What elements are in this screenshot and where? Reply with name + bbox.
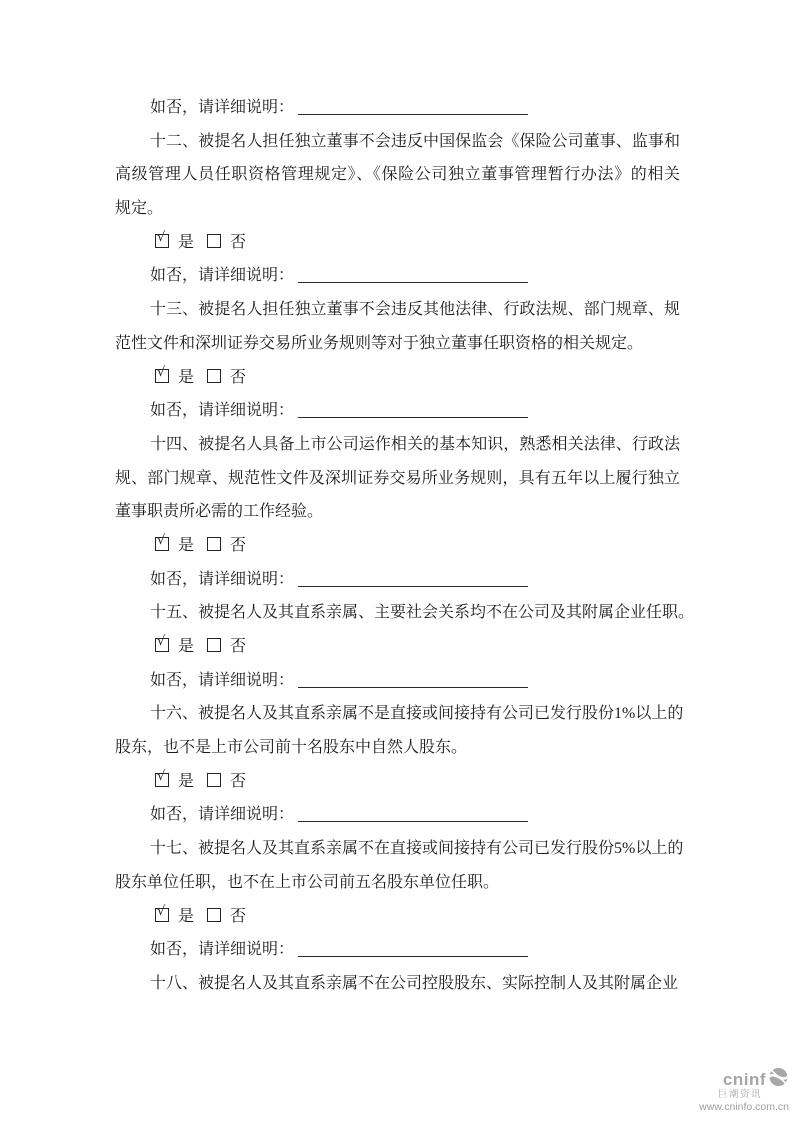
yes-no-checkbox-row: [115, 765, 680, 799]
checkbox-yes-checked-icon: [155, 634, 169, 652]
checkbox-yes-checked-icon: [155, 768, 169, 787]
paragraph-line: 范性文件和深圳证券交易所业务规则等对于独立董事任职资格的相关规定。: [115, 334, 644, 352]
paragraph-line: 十四、被提名人具备上市公司运作相关的基本知识，熟悉相关法律、行政法: [150, 435, 680, 453]
detail-label: 如否，请详细说明：: [150, 671, 295, 689]
detail-row: [115, 91, 680, 125]
yes-no-checkbox-row: [115, 630, 680, 664]
blank-fill-line: [298, 571, 528, 587]
checkbox-no-label: 否: [230, 907, 247, 925]
cninfo-website-url: www.cninfo.com.cn: [699, 1101, 789, 1113]
blank-fill-line: [298, 267, 528, 283]
checkbox-no-label: 否: [230, 536, 247, 554]
blank-fill-line: [298, 941, 528, 957]
yes-no-checkbox-row: [115, 361, 680, 395]
paragraph-line: 股东，也不是上市公司前十名股东中自然人股东。: [115, 739, 468, 757]
checkbox-no-unchecked-icon: [207, 773, 221, 787]
detail-row: [115, 394, 680, 428]
checkbox-no-label: 否: [230, 638, 247, 655]
checkbox-yes-label: 是: [178, 233, 195, 251]
checkbox-no-unchecked-icon: [207, 908, 221, 922]
checkbox-yes-label: 是: [178, 638, 195, 655]
paragraph-line: 规定。: [115, 200, 164, 218]
paragraph-line: 十三、被提名人担任独立董事不会违反其他法律、行政法规、部门规章、规: [150, 301, 680, 319]
cninfo-swirl-icon: [768, 1067, 789, 1092]
check-mark-icon: √: [157, 903, 166, 919]
detail-label: 如否，请详细说明：: [150, 570, 295, 588]
checkbox-yes-checked-icon: [155, 903, 169, 922]
checkbox-no-unchecked-icon: [207, 638, 221, 652]
checkbox-no-label: 否: [230, 233, 247, 251]
detail-label: 如否，请详细说明：: [150, 806, 295, 824]
blank-fill-line: [298, 806, 528, 822]
checkbox-yes-checked-icon: [155, 532, 169, 551]
blank-fill-line: [298, 99, 528, 115]
detail-row: [115, 664, 680, 698]
detail-label: 如否，请详细说明：: [150, 941, 295, 959]
check-mark-icon: √: [157, 532, 166, 548]
paragraph-line: 十二、被提名人担任独立董事不会违反中国保监会《保险公司董事、监事和: [150, 132, 680, 150]
checkbox-no-unchecked-icon: [207, 537, 221, 551]
cninfo-logo-text: cninf: [722, 1069, 766, 1089]
checkbox-no-label: 否: [230, 772, 247, 790]
paragraph-line: 十七、被提名人及其直系亲属不在直接或间接持有公司已发行股份5%以上的: [150, 840, 684, 858]
paragraph-line: 董事职责所必需的工作经验。: [115, 503, 324, 521]
document-body: [115, 91, 695, 1001]
checkbox-yes-label: 是: [178, 536, 195, 554]
check-mark-icon: √: [157, 364, 166, 380]
checkbox-yes-checked-icon: [155, 364, 169, 383]
checkbox-yes-label: 是: [178, 907, 195, 925]
checkbox-no-unchecked-icon: [207, 234, 221, 248]
check-mark-icon: √: [157, 634, 166, 649]
yes-no-checkbox-row: [115, 226, 680, 260]
paragraph-line: 十五、被提名人及其直系亲属、主要社会关系均不在公司及其附属企业任职。: [150, 604, 695, 622]
cninfo-chinese-name: 巨潮资讯: [717, 1090, 762, 1100]
yes-no-checkbox-row: [115, 529, 680, 563]
detail-label: 如否，请详细说明：: [150, 267, 295, 285]
paragraph-line: 高级管理人员任职资格管理规定》、《保险公司独立董事管理暂行办法》的相关: [115, 166, 680, 184]
check-mark-icon: √: [157, 768, 166, 784]
paragraph-line: 股东单位任职，也不在上市公司前五名股东单位任职。: [115, 873, 500, 891]
paragraph-line: 规、部门规章、规范性文件及深圳证券交易所业务规则，具有五年以上履行独立: [115, 469, 680, 487]
cninfo-watermark: [699, 1067, 789, 1114]
detail-label: 如否，请详细说明：: [150, 402, 295, 420]
blank-fill-line: [298, 672, 528, 688]
blank-fill-line: [298, 402, 528, 418]
cninfo-brand-row: [699, 1067, 789, 1092]
detail-row: [115, 259, 680, 293]
checkbox-yes-label: 是: [178, 772, 195, 790]
checkbox-yes-checked-icon: [155, 229, 169, 248]
paragraph-line: 十八、被提名人及其直系亲属不在公司控股股东、实际控制人及其附属企业: [150, 974, 679, 992]
detail-row: [115, 563, 680, 597]
checkbox-yes-label: 是: [178, 368, 195, 386]
check-mark-icon: √: [157, 229, 166, 245]
detail-row: [115, 798, 680, 832]
checkbox-no-label: 否: [230, 368, 247, 386]
paragraph-line: 十六、被提名人及其直系亲属不是直接或间接持有公司已发行股份1%以上的: [150, 705, 684, 723]
checkbox-no-unchecked-icon: [207, 369, 221, 383]
yes-no-checkbox-row: [115, 900, 680, 934]
detail-row: [115, 933, 680, 967]
detail-label: 如否，请详细说明：: [150, 99, 295, 116]
